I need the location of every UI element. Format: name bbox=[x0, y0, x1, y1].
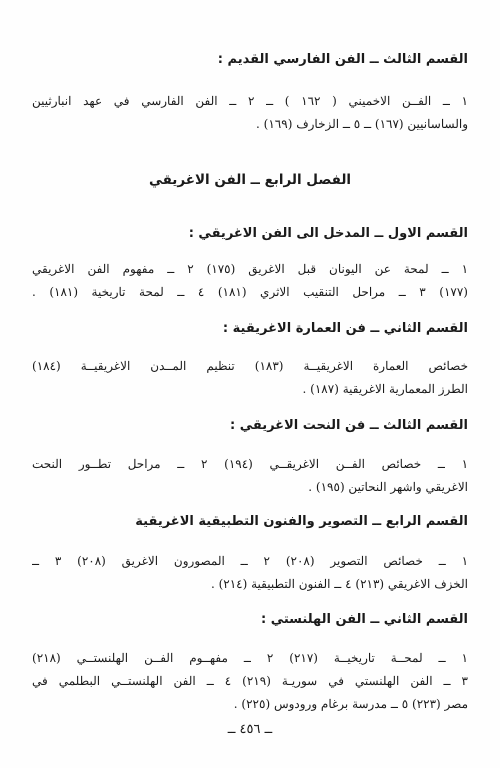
section-heading-greek-intro: القسم الاول ــ المدخل الى الفن الاغريقي : bbox=[188, 226, 468, 241]
body-line: ٣ ــ الفن الهلنستي في سوريـة (٢١٩) ٤ ــ الفن الهلنستــي البطلمي في bbox=[32, 674, 468, 688]
section-body-greek-intro bbox=[32, 258, 468, 304]
section-heading-greek-sculpture: القسم الثالث ــ فن النحت الاغريقي : bbox=[229, 418, 468, 433]
section-body-greek-sculpture bbox=[32, 453, 468, 499]
section-body-greek-architecture bbox=[32, 355, 468, 401]
body-line: ١ ــ لمحة عن اليونان قبل الاغريق (١٧٥) ٢ ــ مفهوم الفن الاغريقي bbox=[32, 262, 468, 276]
body-line: خصائص العمارة الاغريقيــة (١٨٣) تنظيم المــدن الاغريقيــة (١٨٤) bbox=[32, 359, 468, 373]
body-line: (١٧٧) ٣ ــ مراحل التنقيب الاثري (١٨١) ٤ ــ لمحة تاريخية (١٨١) . bbox=[32, 285, 468, 299]
section-body-hellenistic-art bbox=[32, 647, 468, 716]
section-heading-greek-painting: القسم الرابع ــ التصوير والفنون التطبيقية الاغريقية bbox=[135, 514, 468, 529]
section-heading-greek-architecture: القسم الثاني ــ فن العمارة الاغريقية : bbox=[222, 321, 468, 336]
body-line: والساسانيين (١٦٧) ــ ٥ ــ الزخارف (١٦٩) . bbox=[256, 117, 468, 131]
section-body-persian-art bbox=[32, 90, 468, 136]
book-page bbox=[32, 0, 468, 768]
section-heading-persian-art: القسم الثالث ــ الفن الفارسي القديم : bbox=[217, 52, 468, 67]
body-line: مصر (٢٢٣) ٥ ــ مدرسة برغام ورودوس (٢٢٥) . bbox=[233, 697, 468, 711]
body-line: الاغريقي واشهر النحاتين (١٩٥) . bbox=[308, 480, 468, 494]
chapter-title: الفصل الرابع ــ الفن الاغريقي bbox=[148, 172, 352, 188]
body-line: ١ ــ لمحــة تاريخيــة (٢١٧) ٢ ــ مفهــوم الفــن الهلنستــي (٢١٨) bbox=[32, 651, 468, 665]
section-heading-hellenistic-art: القسم الثاني ــ الفن الهلنستي : bbox=[260, 612, 468, 627]
body-line: الطرز المعمارية الاغريقية (١٨٧) . bbox=[302, 382, 468, 396]
body-line: ١ ــ خصائص الفــن الاغريقــي (١٩٤) ٢ ــ مراحل تطــور النحت bbox=[32, 457, 468, 471]
page-number: ــ ٤٥٦ ــ bbox=[227, 722, 273, 737]
body-line: الخزف الاغريقي (٢١٣) ٤ ــ الفنون التطبيقية (٢١٤) . bbox=[210, 577, 468, 591]
section-body-greek-painting bbox=[32, 550, 468, 596]
body-line: ١ ــ خصائص التصوير (٢٠٨) ٢ ــ المصورون الاغريق (٢٠٨) ٣ ــ bbox=[32, 554, 468, 568]
body-line: ١ ــ الفــن الاخميني ( ١٦٢ ) ــ ٢ ــ الفن الفارسي في عهد انبارثيين bbox=[32, 94, 468, 108]
